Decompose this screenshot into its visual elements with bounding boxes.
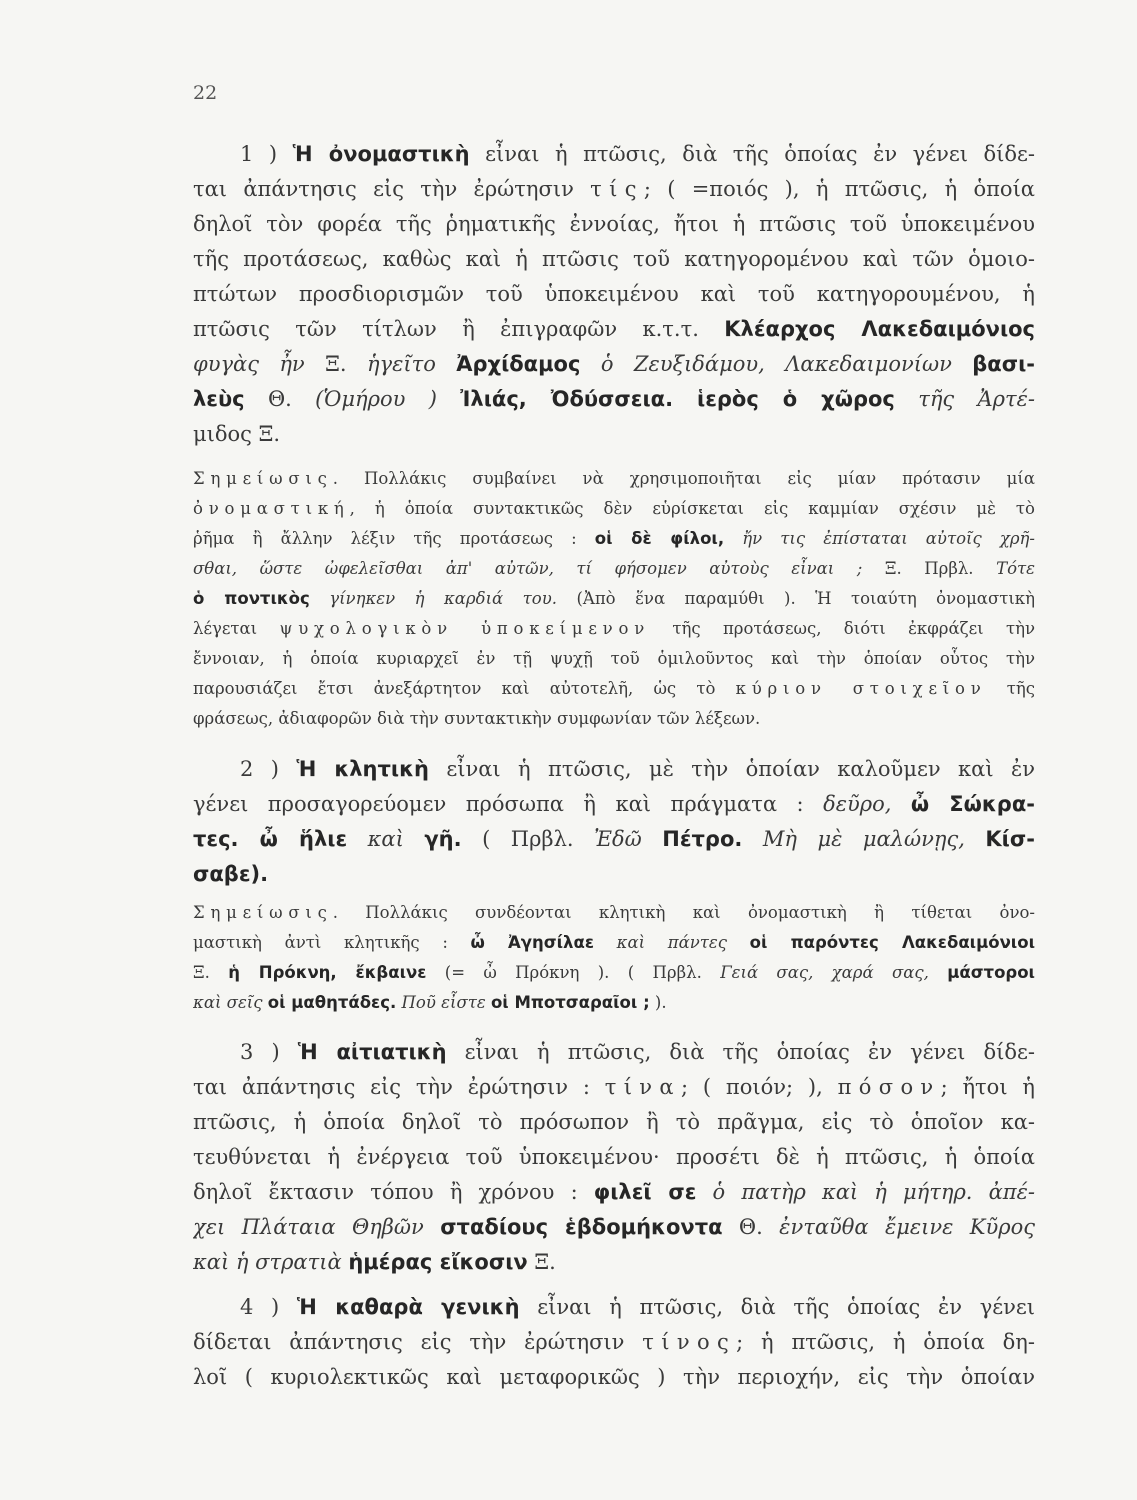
text-line: φυγὰς ἦν Ξ. ἡγεῖτο Ἀρχίδαμος ὁ Ζευξιδάμου, Λακεδαιμονίων βασι- <box>193 352 1035 376</box>
text-line: ται ἀπάντησις εἰς τὴν ἐρώτησιν : τίνα; ( ποιόν; ), πόσον; ἤτοι ἡ <box>193 1075 1035 1099</box>
text-line: 3 ) Ἡ αἰτιατικὴ εἶναι ἡ πτῶσις, διὰ τῆς ὁποίας ἐν γένει δίδε- <box>240 1040 1035 1064</box>
note-line: σθαι, ὥστε ὠφελεῖσθαι ἀπ' αὐτῶν, τί φήσομεν αὐτοὺς εἶναι ; Ξ. Πρβλ. Τότε <box>193 559 1035 578</box>
note-line: λέγεται ψυχολογικὸν ὑποκείμενον τῆς προτάσεως, διότι ἐκφράζει τὴν <box>193 619 1035 638</box>
text-line: τευθύνεται ἡ ἐνέργεια τοῦ ὑποκειμένου· προσέτι δὲ ἡ πτῶσις, ἡ ὁποία <box>193 1145 1035 1169</box>
note-line: φράσεως, ἀδιαφορῶν διὰ τὴν συντακτικὴν συμφωνίαν τῶν λέξεων. <box>193 709 761 728</box>
text-line: δηλοῖ ἔκτασιν τόπου ἢ χρόνου : φιλεῖ σε ὁ πατὴρ καὶ ἡ μήτηρ. ἀπέ- <box>193 1180 1035 1204</box>
text-line: σαβε). <box>193 862 269 886</box>
text-line: λεὺς Θ. (Ὁμήρου ) Ἰλιάς, Ὀδύσσεια. ἱερὸς ὁ χῶρος τῆς Ἀρτέ- <box>193 387 1035 411</box>
page-number: 22 <box>193 82 218 104</box>
text-line: 4 ) Ἡ καθαρὰ γενικὴ εἶναι ἡ πτῶσις, διὰ τῆς ὁποίας ἐν γένει <box>240 1295 1035 1319</box>
text-line: 2 ) Ἡ κλητικὴ εἶναι ἡ πτῶσις, μὲ τὴν ὁποίαν καλοῦμεν καὶ ἐν <box>240 757 1035 781</box>
text-line: καὶ ἡ στρατιὰ ἡμέρας εἴκοσιν Ξ. <box>193 1250 556 1274</box>
note-line: καὶ σεῖς οἱ μαθητάδες. Ποῦ εἶστε οἱ Μποτσαραῖοι ; ). <box>193 993 667 1012</box>
text-line: τῆς προτάσεως, καθὼς καὶ ἡ πτῶσις τοῦ κατηγορομένου καὶ τῶν ὁμοιο- <box>193 247 1035 271</box>
text-line: 1 ) Ἡ ὀνομαστικὴ εἶναι ἡ πτῶσις, διὰ τῆς ὁποίας ἐν γένει δίδε- <box>240 142 1035 166</box>
text-line: γένει προσαγορεύομεν πρόσωπα ἢ καὶ πράγματα : δεῦρο, ὦ Σώκρα- <box>193 792 1035 816</box>
text-line: πτῶσις, ἡ ὁποία δηλοῖ τὸ πρόσωπον ἢ τὸ πρᾶγμα, εἰς τὸ ὁποῖον κα- <box>193 1110 1035 1134</box>
note-line: μαστικὴ ἀντὶ κλητικῆς : ὦ Ἀγησίλαε καὶ πάντες οἱ παρόντες Λακεδαιμόνιοι <box>193 933 1035 952</box>
text-line: μιδος Ξ. <box>193 422 281 446</box>
note-line: Σημείωσις. Πολλάκις συμβαίνει νὰ χρησιμοποιῆται εἰς μίαν πρότασιν μία <box>193 469 1035 488</box>
note-line: παρουσιάζει ἔτσι ἀνεξάρτητον καὶ αὐτοτελῆ, ὡς τὸ κύριον στοιχεῖον τῆς <box>193 679 1035 698</box>
note-line: ὀνομαστική, ἡ ὁποία συντακτικῶς δὲν εὑρίσκεται εἰς καμμίαν σχέσιν μὲ τὸ <box>193 499 1035 518</box>
text-line: δίδεται ἀπάντησις εἰς τὴν ἐρώτησιν τίνος; ἡ πτῶσις, ἡ ὁποία δη- <box>193 1330 1035 1354</box>
text-line: ται ἀπάντησις εἰς τὴν ἐρώτησιν τίς; ( =ποιός ), ἡ πτῶσις, ἡ ὁποία <box>193 177 1035 201</box>
note-line: ἔννοιαν, ἡ ὁποία κυριαρχεῖ ἐν τῇ ψυχῇ τοῦ ὁμιλοῦντος καὶ τὴν ὁποίαν οὗτος τὴν <box>193 649 1035 668</box>
text-line: πτώτων προσδιορισμῶν τοῦ ὑποκειμένου καὶ τοῦ κατηγορουμένου, ἡ <box>193 282 1035 306</box>
text-line: λοῖ ( κυριολεκτικῶς καὶ μεταφορικῶς ) τὴν περιοχήν, εἰς τὴν ὁποίαν <box>193 1365 1035 1389</box>
note-line: ῥῆμα ἢ ἄλλην λέξιν τῆς προτάσεως : οἱ δὲ φίλοι, ἤν τις ἐπίσταται αὐτοῖς χρῆ- <box>193 529 1035 548</box>
note-line: ὁ ποντικὸς γίνηκεν ἡ καρδιά του. (Ἀπὸ ἕνα παραμύθι ). Ἡ τοιαύτη ὀνομαστικὴ <box>193 589 1035 608</box>
text-line: χει Πλάταια Θηβῶν σταδίους ἑβδομήκοντα Θ. ἐνταῦθα ἔμεινε Κῦρος <box>193 1215 1035 1239</box>
note-line: Ξ. ἡ Πρόκνη, ἔκβαινε (= ὦ Πρόκνη ). ( Πρβλ. Γειά σας, χαρά σας, μάστοροι <box>193 963 1035 982</box>
text-line: τες. ὦ ἥλιε καὶ γῆ. ( Πρβλ. Ἐδῶ Πέτρο. Μὴ μὲ μαλώνῃς, Κίσ- <box>193 827 1035 851</box>
note-line: Σημείωσις. Πολλάκις συνδέονται κλητικὴ καὶ ὀνομαστικὴ ἢ τίθεται ὀνο- <box>193 903 1035 922</box>
text-line: πτῶσις τῶν τίτλων ἢ ἐπιγραφῶν κ.τ.τ. Κλέαρχος Λακεδαιμόνιος <box>193 317 1035 341</box>
text-line: δηλοῖ τὸν φορέα τῆς ῥηματικῆς ἐννοίας, ἤτοι ἡ πτῶσις τοῦ ὑποκειμένου <box>193 212 1035 236</box>
